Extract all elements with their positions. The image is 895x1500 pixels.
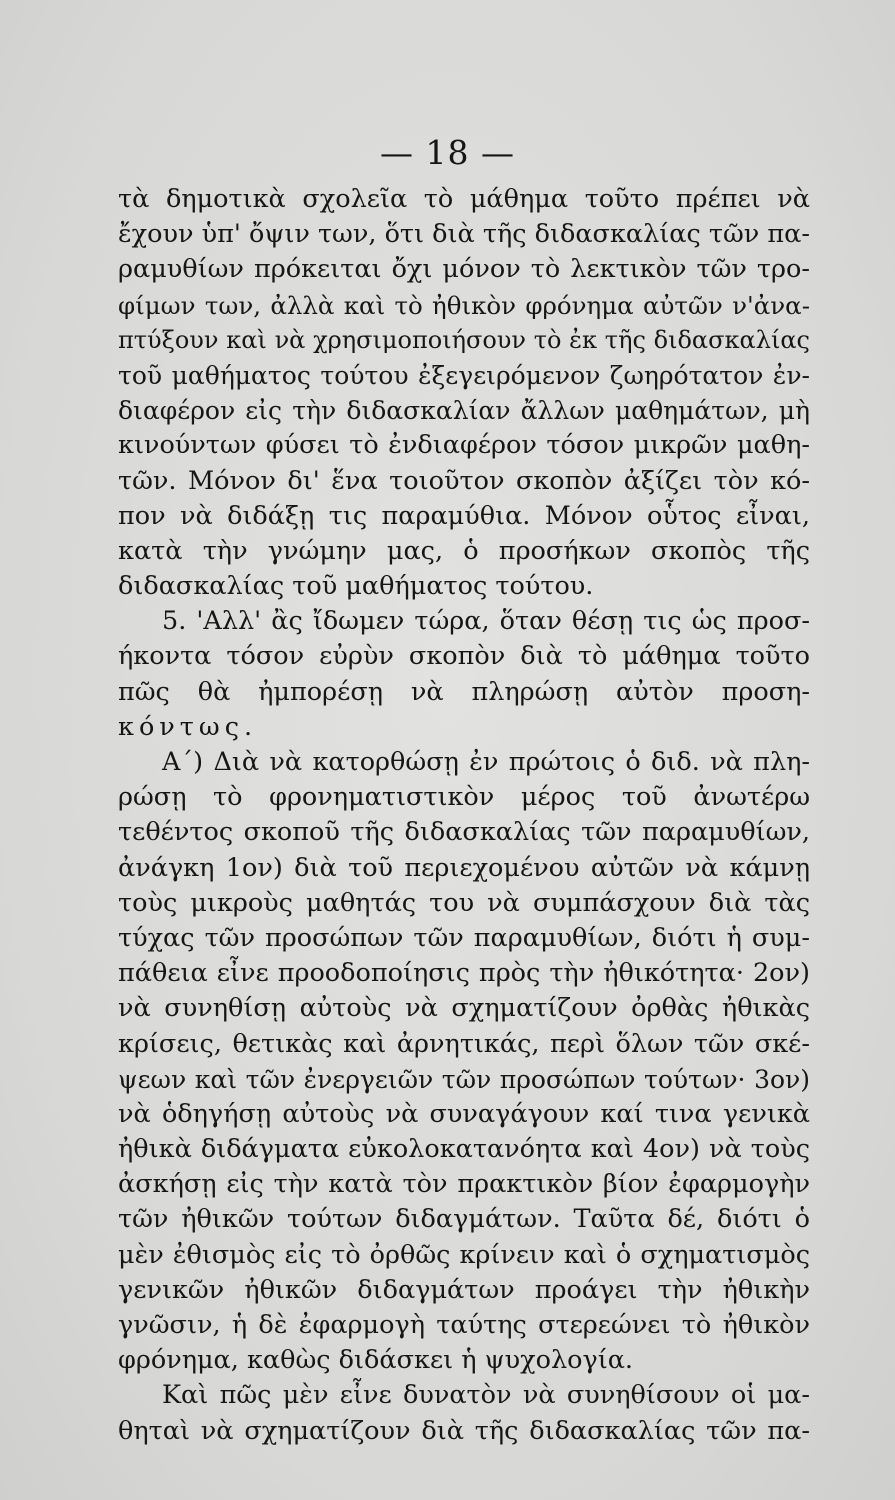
text-line: γνῶσιν, ἡ δὲ ἐφαρμογὴ ταύτης στερεώνει τὸ ἠθικὸν [118,1310,810,1340]
text-line: διαφέρον εἰς τὴν διδασκαλίαν ἄλλων μαθημάτων, μὴ [118,396,810,426]
text-line: ἀνάγκη 1ον) διὰ τοῦ περιεχομένου αὐτῶν νὰ κάμνῃ [118,852,810,883]
paragraph-end-line: διδασκαλίας τοῦ μαθήματος τούτου. [118,571,594,602]
text-line: ἔχουν ὑπ' ὄψιν των, ὅτι διὰ τῆς διδασκαλίας τῶν πα- [118,219,810,250]
text-line: τεθέντος σκοποῦ τῆς διδασκαλίας τῶν παραμυθίων, [118,817,810,848]
text-line: φίμων των, ἀλλὰ καὶ τὸ ἠθικὸν φρόνημα αὐτῶν ν'ἀνα- [118,290,810,320]
text-line: τὰ δημοτικὰ σχολεῖα τὸ μάθημα τοῦτο πρέπει νὰ [118,184,810,214]
text-line: ρώσῃ τὸ φρονηματιστικὸν μέρος τοῦ ἀνωτέρω [118,782,810,813]
text-line: πτύξουν καὶ νὰ χρησιμοποιήσουν τὸ ἐκ τῆς διδασκαλίας [118,325,810,354]
paragraph-start-line: Α΄) Διὰ νὰ κατορθώσῃ ἐν πρώτοις ὁ διδ. νὰ πλη- [162,747,810,777]
text-line: κατὰ τὴν γνώμην μας, ὁ προσήκων σκοπὸς τῆς [118,535,810,566]
text-line: κρίσεις, θετικὰς καὶ ἀρνητικάς, περὶ ὅλων τῶν σκέ- [118,1028,810,1059]
text-line: τῶν ἠθικῶν τούτων διδαγμάτων. Ταῦτα δέ, διότι ὁ [118,1204,810,1235]
text-line: κινούντων φύσει τὸ ἐνδιαφέρον τόσον μικρῶν μαθη- [118,430,810,461]
text-line: ήκοντα τόσον εὐρὺν σκοπὸν διὰ τὸ μάθημα τοῦτο [118,641,810,672]
page-number: — 18 — [380,133,515,172]
paragraph-start-line: 5. 'Αλλ' ἂς ἴδωμεν τώρα, ὅταν θέσῃ τις ὡς προσ- [162,606,810,637]
text-line: πον νὰ διδάξῃ τις παραμύθια. Μόνον οὗτος εἶναι, [118,500,810,531]
text-line: πῶς θὰ ἠμπορέσῃ νὰ πληρώσῃ αὐτὸν προση- [118,676,810,707]
text-line: τοὺς μικροὺς μαθητάς του νὰ συμπάσχουν διὰ τὰς [118,887,810,918]
text-line: ψεων καὶ τῶν ἐνεργειῶν τῶν προσώπων τούτων· 3ον) [118,1064,810,1094]
text-line: ἠθικὰ διδάγματα εὐκολοκατανόητα καὶ 4ον) νὰ τοὺς [118,1134,810,1165]
text-line: πάθεια εἶνε προοδοποίησις πρὸς τὴν ἠθικότητα· 2ον) [118,958,810,989]
text-line: τοῦ μαθήματος τούτου ἐξεγειρόμενον ζωηρότατον ἐν- [118,360,810,390]
text-line: τύχας τῶν προσώπων τῶν παραμυθίων, διότι ἡ συμ- [118,922,810,953]
text-line: ἀσκήσῃ εἰς τὴν κατὰ τὸν πρακτικὸν βίον ἐφαρμογὴν [118,1169,810,1200]
body-text [118,182,810,1449]
text-line: θηταὶ νὰ σχηματίζουν διὰ τῆς διδασκαλίας τῶν πα- [118,1415,810,1446]
paragraph-end-line: κόντως. [118,711,258,742]
text-line: γενικῶν ἠθικῶν διδαγμάτων προάγει τὴν ἠθικὴν [118,1274,810,1305]
text-line: ραμυθίων πρόκειται ὄχι μόνον τὸ λεκτικὸν τῶν τρο- [118,254,810,285]
paragraph-end-line: φρόνημα, καθὼς διδάσκει ἡ ψυχολογία. [118,1345,634,1376]
text-line: νὰ συνηθίσῃ αὐτοὺς νὰ σχηματίζουν ὀρθὰς ἠθικὰς [118,993,810,1024]
text-line: τῶν. Μόνον δι' ἕνα τοιοῦτον σκοπὸν ἀξίζει τὸν κό- [118,465,810,496]
text-line: νὰ ὁδηγήσῃ αὐτοὺς νὰ συναγάγουν καί τινα γενικὰ [118,1098,810,1129]
text-line: μὲν ἐθισμὸς εἰς τὸ ὀρθῶς κρίνειν καὶ ὁ σχηματισμὸς [118,1239,810,1270]
paragraph-start-line: Καὶ πῶς μὲν εἶνε δυνατὸν νὰ συνηθίσουν οἱ μα- [162,1380,810,1411]
